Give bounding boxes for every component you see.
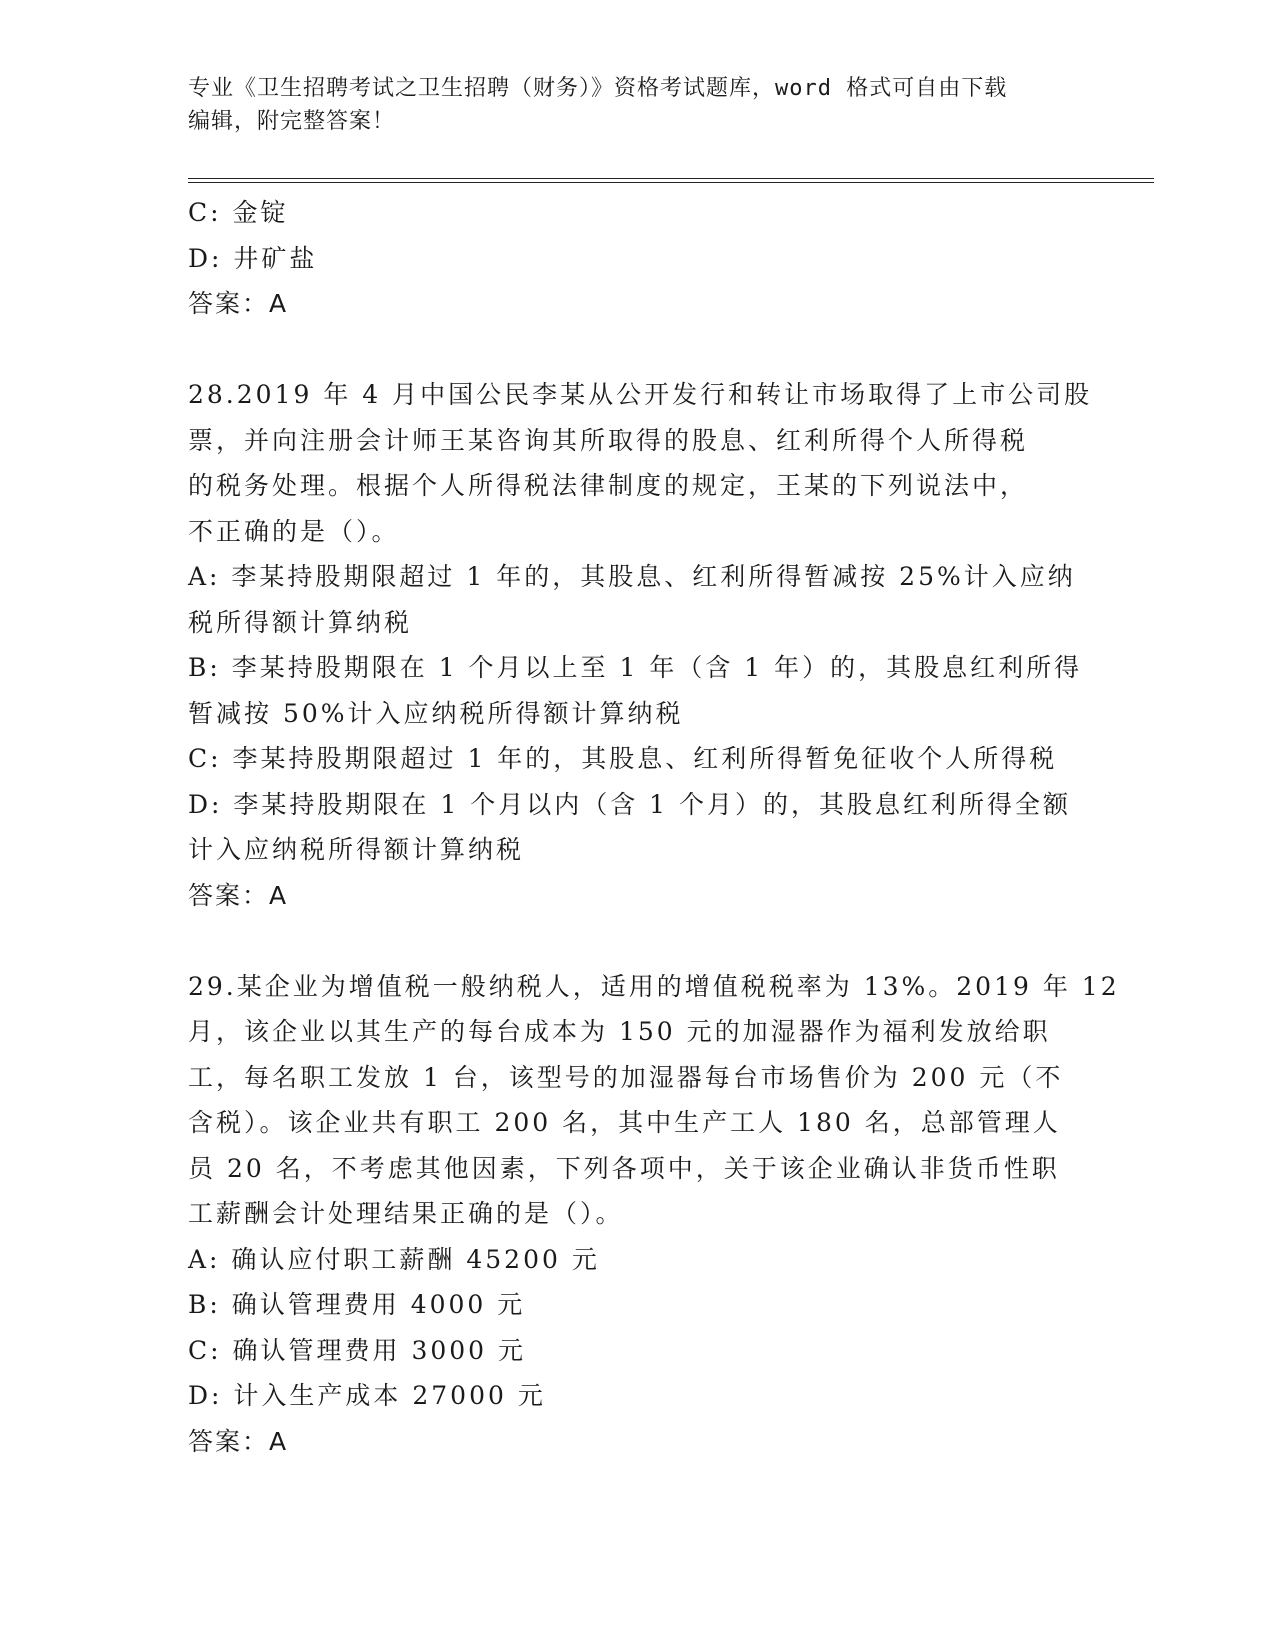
q29-stem-line: 月，该企业以其生产的每台成本为 150 元的加湿器作为福利发放给职 <box>188 1017 1051 1046</box>
q28-option-d-cont: 计入应纳税所得额计算纳税 <box>188 835 525 864</box>
q29-answer: 答案：A <box>188 1426 289 1456</box>
q29-option-b: B: 确认管理费用 4000 元 <box>188 1290 526 1319</box>
question-27-tail <box>188 190 1088 327</box>
q29-option-c: C: 确认管理费用 3000 元 <box>188 1335 527 1365</box>
q28-option-a-cont: 税所得额计算纳税 <box>188 607 413 637</box>
question-28 <box>188 372 1093 918</box>
q29-option-a: A: 确认应付职工薪酬 45200 元 <box>188 1244 600 1274</box>
q28-option-b-cont: 暂减按 50%计入应纳税所得额计算纳税 <box>188 698 684 728</box>
q29-stem-line: 工，每名职工发放 1 台，该型号的加湿器每台市场售价为 200 元（不 <box>188 1062 1064 1092</box>
q28-option-b: B: 李某持股期限在 1 个月以上至 1 年（含 1 年）的，其股息红利所得 <box>188 653 1083 682</box>
page-header <box>188 72 1068 138</box>
question-29 <box>188 964 1120 1465</box>
spacer <box>188 327 1088 373</box>
q27-option-d: D: 井矿盐 <box>188 243 318 273</box>
q29-stem-line: 工薪酬会计处理结果正确的是（）。 <box>188 1199 624 1228</box>
q28-option-a: A: 李某持股期限超过 1 年的，其股息、红利所得暂减按 25%计入应纳 <box>188 562 1076 591</box>
header-double-rule <box>188 178 1154 183</box>
q27-option-c: C: 金锭 <box>188 198 289 227</box>
q28-stem-line: 不正确的是（）。 <box>188 516 400 546</box>
spacer <box>188 918 1088 964</box>
header-line-1: 专业《卫生招聘考试之卫生招聘（财务）》资格考试题库，word 格式可自由下载 <box>188 76 1008 101</box>
q27-answer: 答案：A <box>188 289 289 318</box>
q28-option-d: D: 李某持股期限在 1 个月以内（含 1 个月）的，其股息红利所得全额 <box>188 789 1072 819</box>
question-content <box>188 190 1120 1464</box>
q28-stem-line: 的税务处理。根据个人所得税法律制度的规定，王某的下列说法中， <box>188 471 1029 500</box>
q28-answer: 答案：A <box>188 880 289 910</box>
header-line-2: 编辑，附完整答案！ <box>188 109 396 134</box>
q28-stem-line: 28.2019 年 4 月中国公民李某从公开发行和转让市场取得了上市公司股 <box>188 380 1093 409</box>
q28-option-c: C: 李某持股期限超过 1 年的，其股息、红利所得暂免征收个人所得税 <box>188 744 1058 773</box>
q29-stem-line: 员 20 名，不考虑其他因素，下列各项中，关于该企业确认非货币性职 <box>188 1153 1060 1183</box>
q29-stem-line: 29.某企业为增值税一般纳税人，适用的增值税税率为 13%。2019 年 12 <box>188 971 1120 1001</box>
q28-stem-line: 票，并向注册会计师王某咨询其所取得的股息、红利所得个人所得税 <box>188 425 1029 455</box>
q29-stem-line: 含税）。该企业共有职工 200 名，其中生产工人 180 名，总部管理人 <box>188 1108 1061 1137</box>
q29-option-d: D: 计入生产成本 27000 元 <box>188 1381 546 1410</box>
